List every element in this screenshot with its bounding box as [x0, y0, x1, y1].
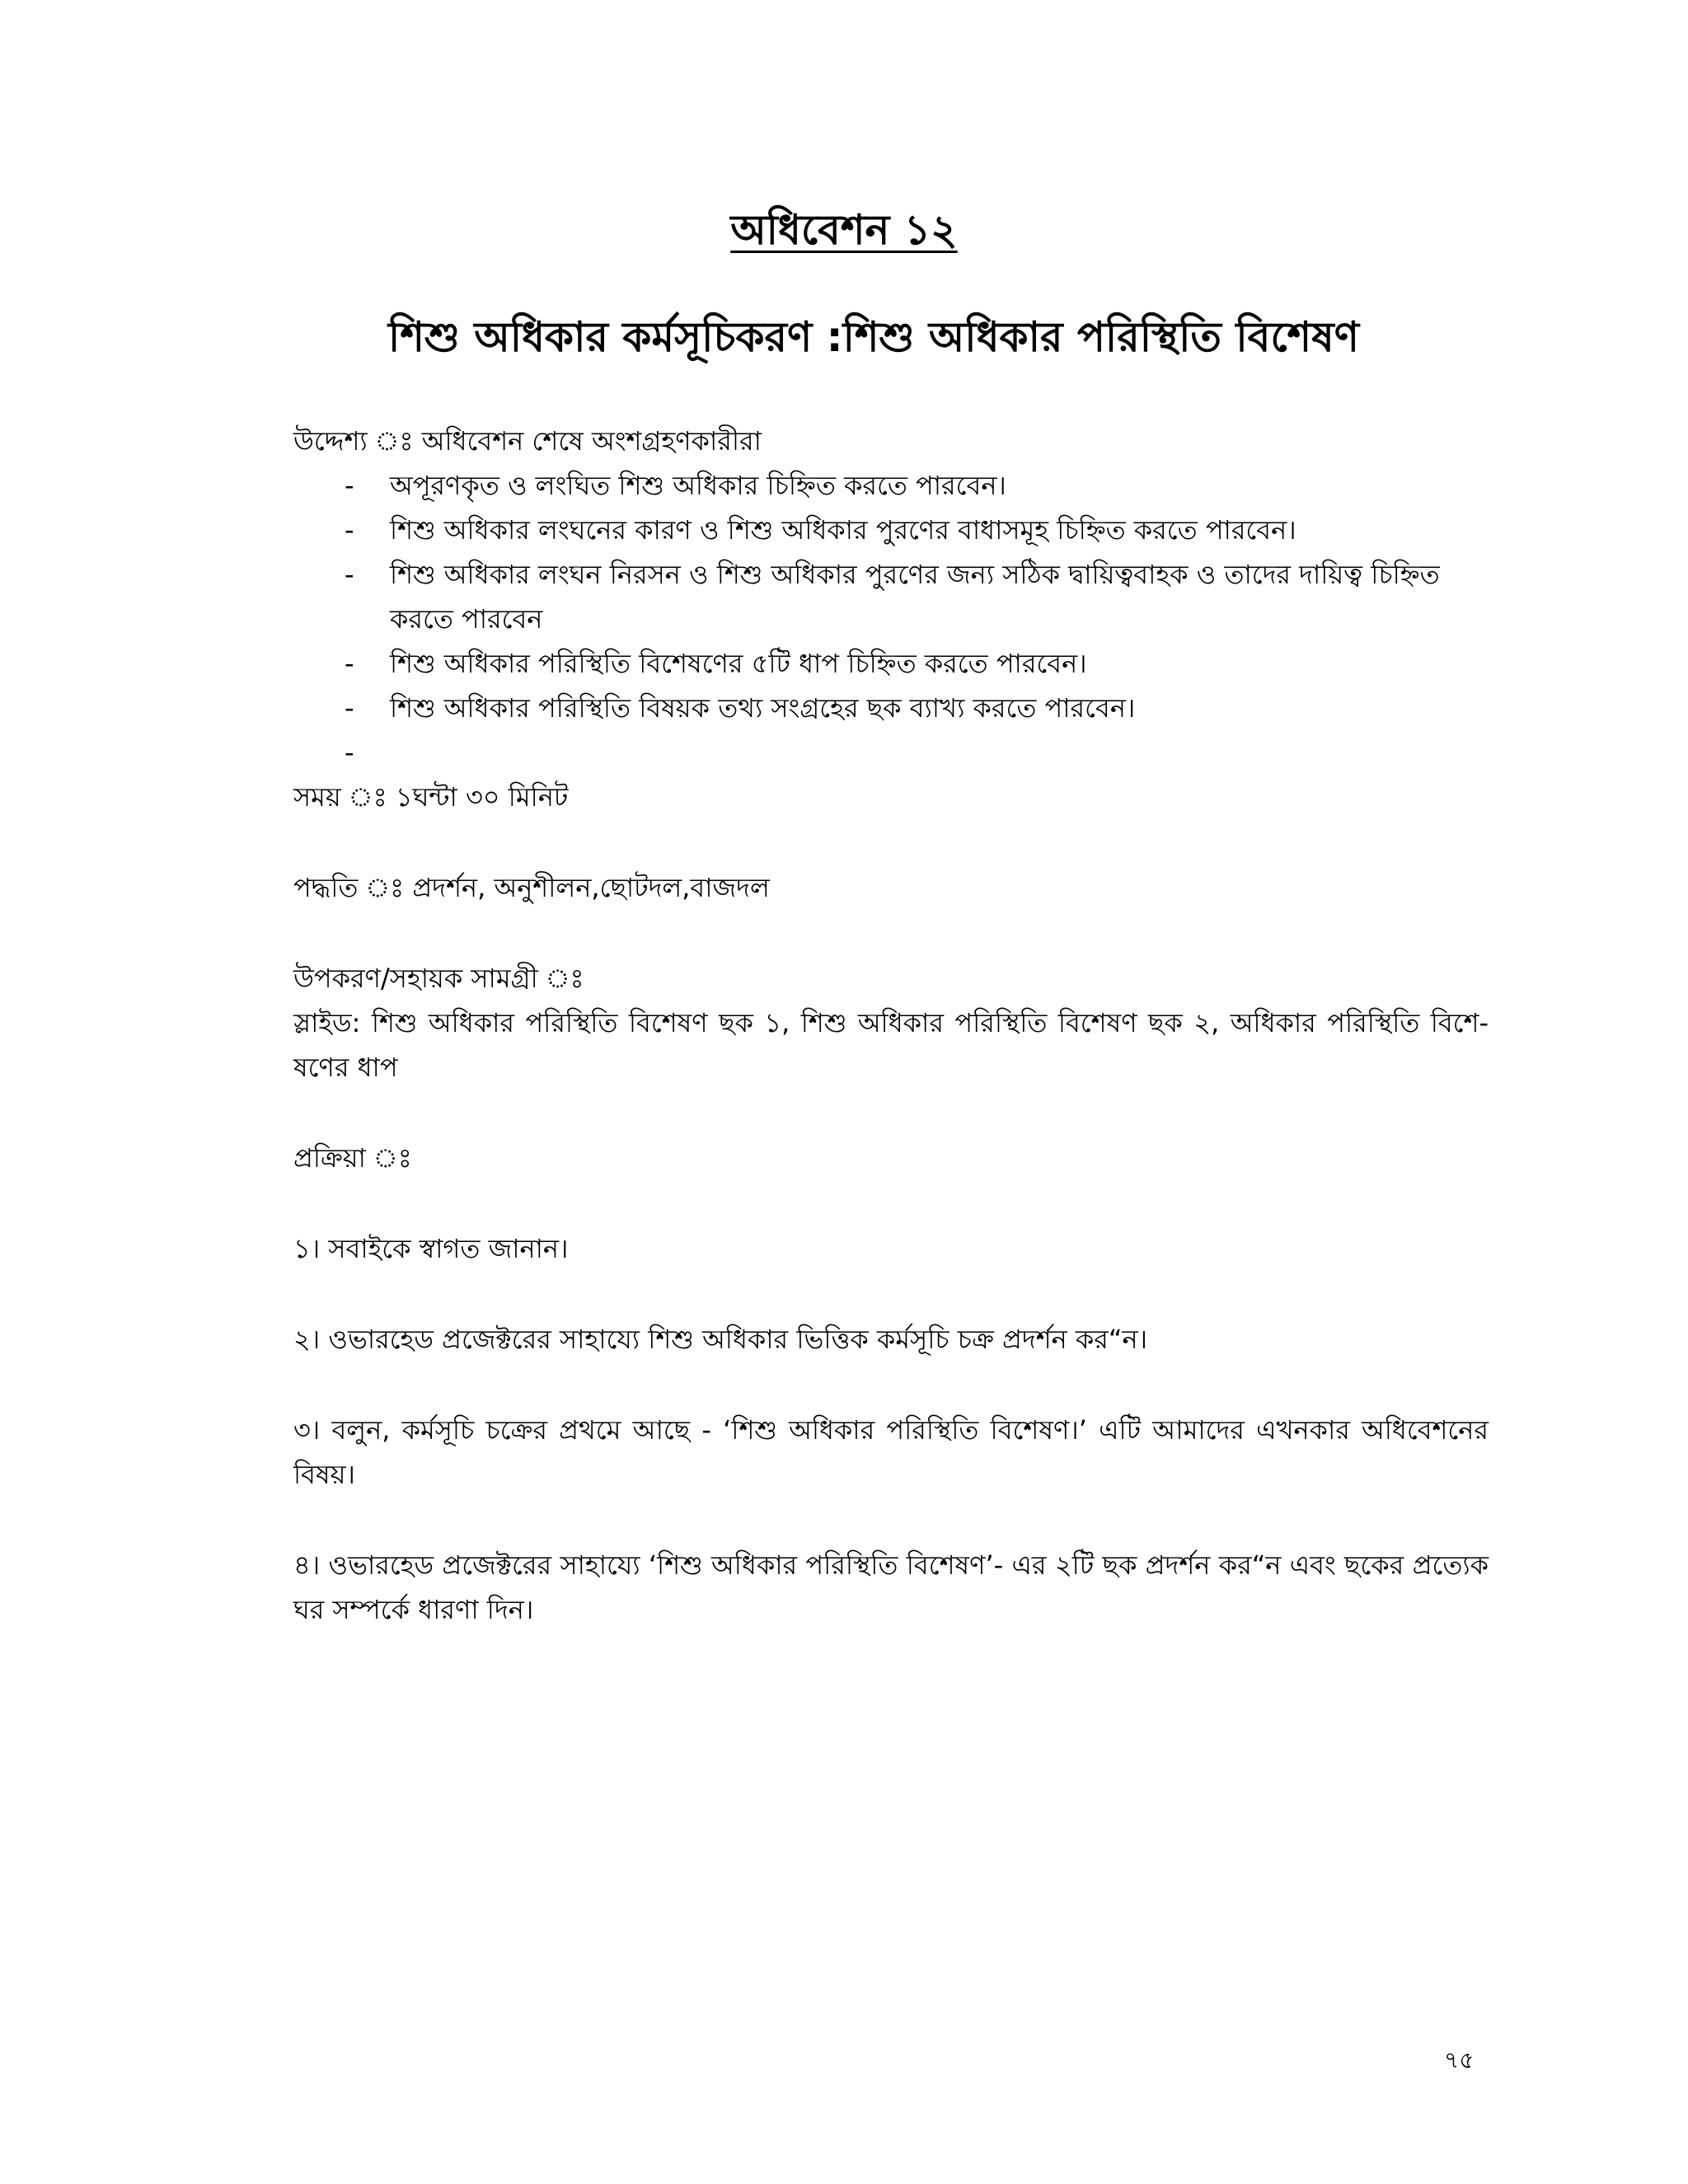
session-title-text: অধিবেশন ১২: [730, 206, 958, 254]
list-dash: -: [345, 559, 354, 590]
list-dash: -: [345, 514, 354, 546]
spacer: [293, 1180, 1489, 1226]
objective-item-text: শিশু অধিকার পরিস্থিতি বিষয়ক তথ্য সংগ্রহের ছক ব্যাখ্য করতে পারবেন।: [390, 692, 1136, 724]
session-time: সময় ঃ ১ঘন্টা ৩০ মিনিট: [293, 781, 569, 813]
list-dash: -: [345, 648, 354, 679]
spacer: [293, 1271, 1489, 1317]
objective-item: [345, 730, 1489, 775]
list-dash: -: [345, 737, 354, 768]
list-dash: -: [345, 470, 354, 501]
objective-item: [345, 686, 1489, 730]
objective-item: [345, 463, 1489, 508]
spacer: [293, 1361, 1489, 1408]
spacer: [293, 819, 1489, 865]
spacer: [293, 1497, 1489, 1543]
procedure-step: ৪। ওভারহেড প্রজেক্টরের সাহায্যে ‘শিশু অধিকার পরিস্থিতি বিশেষণ’- এর ২টি ছক প্রদর্শন কর“ন এবং ছকের প্রত্যেক ঘর সম্পর্কে ধারণা দিন।: [293, 1549, 1489, 1625]
session-content: [293, 419, 1489, 1632]
session-title: [0, 199, 1688, 268]
procedure-step: ১। সবাইকে স্বাগত জানান।: [293, 1233, 569, 1264]
objective-item-text: শিশু অধিকার লংঘনের কারণ ও শিশু অধিকার পুরণের বাধাসমূহ চিহ্নিত করতে পারবেন।: [390, 514, 1296, 546]
session-subtitle: শিশু অধিকার কর্মসূচিকরণ :শিশু অধিকার পরিস্থিতি বিশেষণ: [388, 313, 1359, 361]
objective-item-text: অপূরণকৃত ও লংঘিত শিশু অধিকার চিহ্নিত করতে পারবেন।: [390, 470, 1006, 501]
page-number: ৭৫: [1444, 2046, 1475, 2074]
spacer: [293, 1090, 1489, 1136]
materials-text: স্লাইড: শিশু অধিকার পরিস্থিতি বিশেষণ ছক ১, শিশু অধিকার পরিস্থিতি বিশেষণ ছক ২, অধিকার পরিস্থিতি বিশেষণের ধাপ: [293, 1007, 1489, 1083]
objective-item-text: শিশু অধিকার পরিস্থিতি বিশেষণের ৫টি ধাপ চিহ্নিত করতে পারবেন।: [390, 648, 1087, 679]
procedure-step: ২। ওভারহেড প্রজেক্টরের সাহায্যে শিশু অধিকার ভিত্তিক কর্মসূচি চক্র প্রদর্শন কর“ন।: [293, 1324, 1148, 1355]
objective-item: [345, 508, 1489, 552]
objective-label: উদ্দেশ্য ঃ অধিবেশন শেষে অংশগ্রহণকারীরা: [293, 425, 762, 457]
objective-item: [345, 641, 1489, 686]
spacer: [293, 910, 1489, 956]
session-method: পদ্ধতি ঃ প্রদর্শন, অনুশীলন,ছোটদল,বাজদল: [293, 872, 770, 903]
procedure-label: প্রক্রিয়া ঃ: [293, 1142, 412, 1174]
list-dash: -: [345, 692, 354, 724]
procedure-step: ৩। বলুন, কর্মসূচি চক্রের প্রথমে আছে - ‘শিশু অধিকার পরিস্থিতি বিশেষণ।’ এটি আমাদের এখনকার অধিবেশনের বিষয়।: [293, 1414, 1489, 1490]
materials-label: উপকরণ/সহায়ক সামগ্রী ঃ: [293, 963, 584, 994]
objective-list: [293, 463, 1489, 775]
objective-item-text: শিশু অধিকার লংঘন নিরসন ও শিশু অধিকার পুরণের জন্য সঠিক দ্বায়িত্ববাহক ও তাদের দায়িত্ব চিহ্নিত করতে পারবেন: [390, 559, 1440, 635]
objective-item: [345, 552, 1489, 641]
